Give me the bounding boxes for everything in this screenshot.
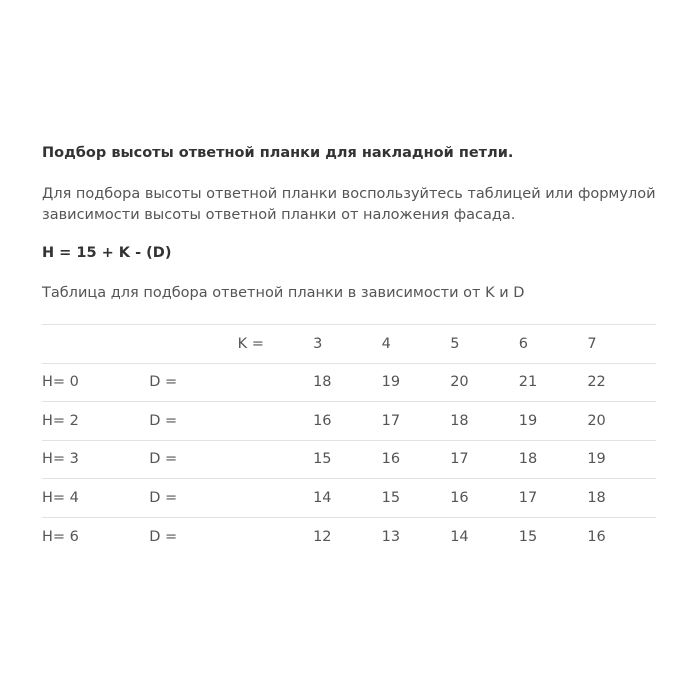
d-value-cell: 15	[518, 528, 538, 545]
height-formula: H = 15 + K - (D)	[42, 245, 172, 261]
h-label-cell: H= 4	[42, 489, 79, 506]
table-row	[42, 440, 656, 479]
table-row	[42, 517, 656, 556]
h-label-cell: H= 0	[42, 374, 79, 391]
d-value-cell: 20	[450, 374, 469, 391]
d-value-cell: 12	[313, 528, 332, 545]
d-value-cell: 18	[450, 412, 469, 429]
d-value-cell: 13	[381, 528, 401, 545]
d-value-cell: 18	[587, 489, 606, 506]
table-row	[42, 402, 656, 441]
d-value-cell: 18	[518, 451, 538, 468]
d-value-cell: 16	[381, 451, 401, 468]
d-value-cell: 16	[450, 489, 469, 506]
k-value-cell: 7	[587, 335, 597, 352]
d-value-cell: 14	[450, 528, 469, 545]
d-value-cell: 19	[381, 374, 401, 391]
h-label-cell: H= 3	[42, 451, 79, 468]
d-value-cell: 22	[587, 374, 606, 391]
d-value-cell: 16	[587, 528, 606, 545]
table-caption: Таблица для подбора ответной планки в зависимости от K и D	[42, 285, 525, 301]
intro-paragraph: Для подбора высоты ответной планки воспользуйтесь таблицей или формулой зависимости высоты ответной планки от наложения фасада.	[42, 186, 656, 223]
empty-cell	[238, 440, 313, 479]
k-value-cell: 3	[313, 335, 323, 352]
k-value-cell: 5	[450, 335, 460, 352]
d-value-cell: 17	[518, 489, 538, 506]
k-value-cell: 6	[518, 335, 528, 352]
d-value-cell: 21	[518, 374, 538, 391]
d-value-cell: 16	[313, 412, 332, 429]
d-value-cell: 18	[313, 374, 332, 391]
empty-cell	[238, 363, 313, 402]
empty-cell	[238, 517, 313, 556]
d-value-cell: 19	[518, 412, 538, 429]
d-value-cell: 17	[450, 451, 469, 468]
table-row	[42, 363, 656, 402]
table-row	[42, 479, 656, 518]
section-heading: Подбор высоты ответной планки для накладной петли.	[42, 145, 514, 161]
table-header-row	[42, 325, 656, 364]
d-value-cell: 14	[313, 489, 332, 506]
d-value-cell: 15	[313, 451, 332, 468]
selection-table	[42, 324, 656, 556]
d-value-cell: 20	[587, 412, 606, 429]
header-empty-cell	[149, 325, 237, 364]
empty-cell	[238, 402, 313, 441]
empty-cell	[238, 479, 313, 518]
d-value-cell: 19	[587, 451, 606, 468]
d-label-cell: D =	[149, 374, 178, 391]
k-value-cell: 4	[381, 335, 391, 352]
h-label-cell: H= 2	[42, 412, 79, 429]
h-label-cell: H= 6	[42, 528, 79, 545]
header-empty-cell	[42, 325, 149, 364]
d-value-cell: 15	[381, 489, 401, 506]
k-label-cell: K =	[237, 335, 264, 352]
d-label-cell: D =	[149, 412, 178, 429]
d-label-cell: D =	[149, 451, 178, 468]
d-value-cell: 17	[381, 412, 401, 429]
d-label-cell: D =	[149, 489, 178, 506]
d-label-cell: D =	[149, 528, 178, 545]
